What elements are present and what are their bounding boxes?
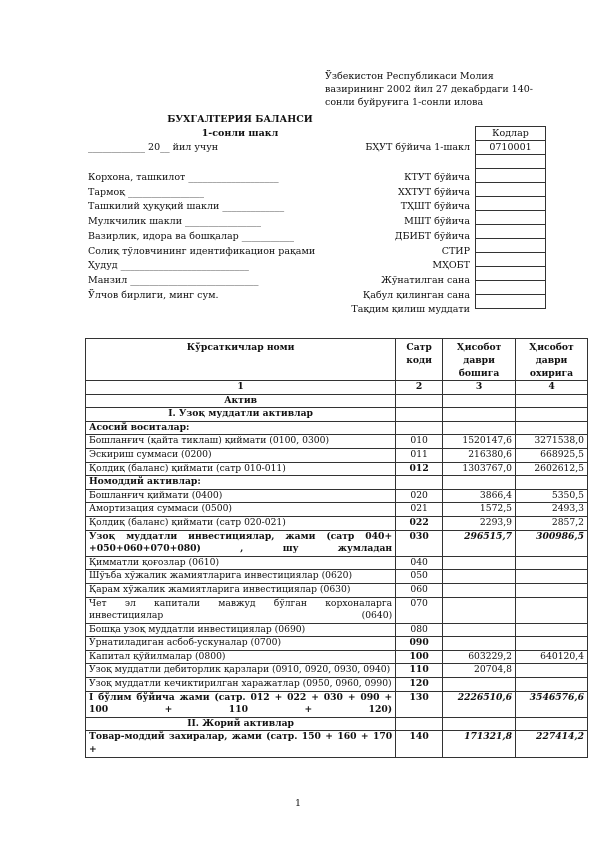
table-row	[86, 650, 588, 664]
value-period-start: 20704,8	[443, 664, 516, 678]
code-cell[interactable]	[476, 169, 546, 183]
classifier-label: ТҲШТ бўйича	[400, 201, 470, 213]
row-label: Эскириш суммаси (0200)	[86, 448, 396, 462]
page-number: 1	[294, 798, 302, 809]
row-label: Бошқа узоқ муддатли инвестициялар (0690)	[86, 623, 396, 637]
info-line: Корхона, ташкилот ___________________	[88, 172, 279, 183]
classifier-label: Қабул қилинган сана	[362, 289, 470, 301]
value-period-end	[516, 556, 588, 570]
value-period-end	[516, 570, 588, 584]
value-period-end: 2602612,5	[516, 462, 588, 476]
value-period-start	[443, 597, 516, 623]
value-period-end	[516, 421, 588, 435]
value-period-start	[443, 394, 516, 408]
row-label: Узоқ муддатли дебиторлик қарзлари (0910, 0920, 0930, 0940)	[86, 664, 396, 678]
classifier-label: ДБИБТ бўйича	[394, 230, 470, 242]
line-code: 090	[396, 637, 443, 651]
value-period-start: 2226510,6	[443, 691, 516, 717]
info-line: Вазирлик, идора ва бошқалар ___________	[88, 230, 295, 242]
value-period-end: 640120,4	[516, 650, 588, 664]
row-label: Асосий воситалар:	[86, 421, 396, 435]
row-label: Чет эл капитали мавжуд бўлган корхоналарга инвестициялар (0640)	[86, 597, 396, 623]
table-row	[86, 489, 588, 503]
row-label: II. Жорий активлар	[86, 717, 396, 731]
header-period-start: Ҳисобот даври бошига	[443, 339, 516, 381]
info-line: Солиқ тўловчининг идентификацион рақами	[88, 245, 316, 257]
year-line: ____________ 20__ йил учун	[88, 142, 219, 153]
ministry-line: сонли буйруғига 1-сонли илова	[325, 97, 484, 108]
row-label: Ўрнатиладиган асбоб-ускуналар (0700)	[86, 637, 396, 651]
value-period-start: 1303767,0	[443, 462, 516, 476]
code-cell[interactable]	[476, 239, 546, 253]
value-period-end: 2857,2	[516, 516, 588, 530]
value-period-end	[516, 408, 588, 422]
value-period-start	[443, 637, 516, 651]
row-label: Товар-моддий захиралар, жами (сатр. 150 + 160 + 170 +	[86, 731, 396, 757]
code-cell[interactable]	[476, 183, 546, 197]
row-label: Шўъба хўжалик жамиятларига инвестициялар (0620)	[86, 570, 396, 584]
row-label: Қолдиқ (баланс) қиймати (сатр 020-021)	[86, 516, 396, 530]
line-code: 020	[396, 489, 443, 503]
table-row	[86, 570, 588, 584]
line-code: 130	[396, 691, 443, 717]
line-code: 021	[396, 503, 443, 517]
value-period-end	[516, 637, 588, 651]
line-code: 110	[396, 664, 443, 678]
column-number: 3	[443, 381, 516, 395]
classifier-label: Тақдим қилиш муддати	[351, 304, 470, 316]
row-label: Бошланғич қиймати (0400)	[86, 489, 396, 503]
codes-header: Кодлар	[476, 127, 546, 141]
code-cell[interactable]	[476, 295, 546, 309]
table-row	[86, 462, 588, 476]
row-label: Узоқ муддатли кечиктирилган харажатлар (0950, 0960, 0990)	[86, 678, 396, 692]
info-line: Ҳудуд ___________________________	[88, 260, 249, 272]
value-period-end	[516, 476, 588, 490]
row-label: Қолдиқ (баланс) қиймати (сатр 010-011)	[86, 462, 396, 476]
table-row	[86, 530, 588, 556]
code-cell[interactable]	[476, 225, 546, 239]
line-code: 011	[396, 448, 443, 462]
row-label: Узоқ муддатли инвестициялар, жами (сатр 040+ +050+060+070+080) , шу жумладан	[86, 530, 396, 556]
row-label: Актив	[86, 394, 396, 408]
ministry-note	[325, 70, 555, 109]
code-cell[interactable]	[476, 267, 546, 281]
classifier-label: МҲОБТ	[432, 260, 470, 272]
table-row	[86, 448, 588, 462]
code-cell[interactable]	[476, 211, 546, 225]
line-code: 060	[396, 583, 443, 597]
info-line: Тармоқ ________________	[88, 186, 204, 198]
row-label: I бўлим бўйича жами (сатр. 012 + 022 + 030 + 090 + 100 + 110 + 120)	[86, 691, 396, 717]
classifier-label: ХХТУТ бўйича	[397, 186, 470, 198]
line-code: 040	[396, 556, 443, 570]
line-code	[396, 394, 443, 408]
value-period-end: 5350,5	[516, 489, 588, 503]
codes-table	[475, 126, 546, 309]
line-code: 140	[396, 731, 443, 757]
code-cell[interactable]	[476, 155, 546, 169]
table-row	[86, 394, 588, 408]
value-period-start	[443, 583, 516, 597]
table-row	[86, 664, 588, 678]
code-cell[interactable]	[476, 197, 546, 211]
value-period-end: 3546576,6	[516, 691, 588, 717]
table-row	[86, 503, 588, 517]
value-period-start	[443, 570, 516, 584]
classifier-label: КТУТ бўйича	[404, 172, 470, 183]
line-code: 030	[396, 530, 443, 556]
table-row	[86, 597, 588, 623]
value-period-end	[516, 717, 588, 731]
value-period-end: 668925,5	[516, 448, 588, 462]
value-period-start	[443, 678, 516, 692]
header-line-code: Сатр коди	[396, 339, 443, 381]
column-number: 1	[86, 381, 396, 395]
value-period-start: 3866,4	[443, 489, 516, 503]
row-label: Капитал қўйилмалар (0800)	[86, 650, 396, 664]
row-label: Номоддий активлар:	[86, 476, 396, 490]
value-period-start	[443, 476, 516, 490]
table-row	[86, 421, 588, 435]
value-period-start	[443, 623, 516, 637]
table-row	[86, 556, 588, 570]
info-line: Мулкчилик шакли ________________	[88, 216, 262, 228]
row-label: Амортизация суммаси (0500)	[86, 503, 396, 517]
column-number: 4	[516, 381, 588, 395]
organization-info	[88, 171, 315, 303]
table-row	[86, 717, 588, 731]
info-line: Ташкилий ҳуқуқий шакли _____________	[88, 201, 285, 213]
row-label: Бошланғич (қайта тиклаш) қиймати (0100, 0300)	[86, 435, 396, 449]
line-code: 050	[396, 570, 443, 584]
line-code: 070	[396, 597, 443, 623]
form-number: 1-сонли шакл	[201, 128, 279, 139]
table-row	[86, 637, 588, 651]
line-code: 012	[396, 462, 443, 476]
line-code: 010	[396, 435, 443, 449]
value-period-end	[516, 583, 588, 597]
value-period-end: 2493,3	[516, 503, 588, 517]
value-period-start: 1572,5	[443, 503, 516, 517]
line-code: 120	[396, 678, 443, 692]
value-period-start	[443, 421, 516, 435]
balance-table	[85, 338, 588, 758]
value-period-start: 2293,9	[443, 516, 516, 530]
bhut-label: БҲУТ бўйича 1-шакл	[365, 142, 470, 153]
column-number: 2	[396, 381, 443, 395]
value-period-end	[516, 394, 588, 408]
value-period-start	[443, 717, 516, 731]
table-row	[86, 583, 588, 597]
classifier-label: Жўнатилган сана	[381, 274, 470, 286]
form-code: 0710001	[476, 141, 546, 155]
row-label: Қарам хўжалик жамиятларига инвестициялар (0630)	[86, 583, 396, 597]
table-row	[86, 408, 588, 422]
row-label: I. Узоқ муддатли активлар	[86, 408, 396, 422]
value-period-end	[516, 623, 588, 637]
line-code: 100	[396, 650, 443, 664]
value-period-start: 171321,8	[443, 731, 516, 757]
value-period-end: 3271538,0	[516, 435, 588, 449]
value-period-start	[443, 408, 516, 422]
value-period-start	[443, 556, 516, 570]
header-indicator: Кўрсаткичлар номи	[86, 339, 396, 381]
ministry-line: Ўзбекистон Республикаси Молия	[325, 71, 494, 82]
classifier-labels	[300, 171, 470, 318]
table-row	[86, 731, 588, 757]
line-code: 080	[396, 623, 443, 637]
table-row	[86, 623, 588, 637]
value-period-end: 227414,2	[516, 731, 588, 757]
value-period-start: 1520147,6	[443, 435, 516, 449]
table-row	[86, 516, 588, 530]
info-line: Ўлчов бирлиги, минг сум.	[88, 289, 219, 301]
value-period-end: 300986,5	[516, 530, 588, 556]
code-cell[interactable]	[476, 281, 546, 295]
value-period-end	[516, 664, 588, 678]
value-period-end	[516, 678, 588, 692]
header-period-end: Ҳисобот даври охирига	[516, 339, 588, 381]
info-line: Манзил ___________________________	[88, 274, 259, 286]
value-period-start: 296515,7	[443, 530, 516, 556]
classifier-label: СТИР	[441, 245, 470, 257]
code-cell[interactable]	[476, 253, 546, 267]
line-code	[396, 717, 443, 731]
table-row	[86, 476, 588, 490]
line-code	[396, 476, 443, 490]
ministry-line: вазирининг 2002 йил 27 декабрдаги 140-	[325, 84, 534, 95]
table-row	[86, 435, 588, 449]
table-row	[86, 678, 588, 692]
value-period-start: 603229,2	[443, 650, 516, 664]
document-title	[150, 113, 330, 141]
value-period-end	[516, 597, 588, 623]
line-code	[396, 421, 443, 435]
value-period-start: 216380,6	[443, 448, 516, 462]
balance-title: БУХГАЛТЕРИЯ БАЛАНСИ	[167, 114, 313, 125]
line-code: 022	[396, 516, 443, 530]
row-label: Қимматли қоғозлар (0610)	[86, 556, 396, 570]
classifier-label: МШТ бўйича	[404, 216, 470, 228]
table-row	[86, 691, 588, 717]
line-code	[396, 408, 443, 422]
